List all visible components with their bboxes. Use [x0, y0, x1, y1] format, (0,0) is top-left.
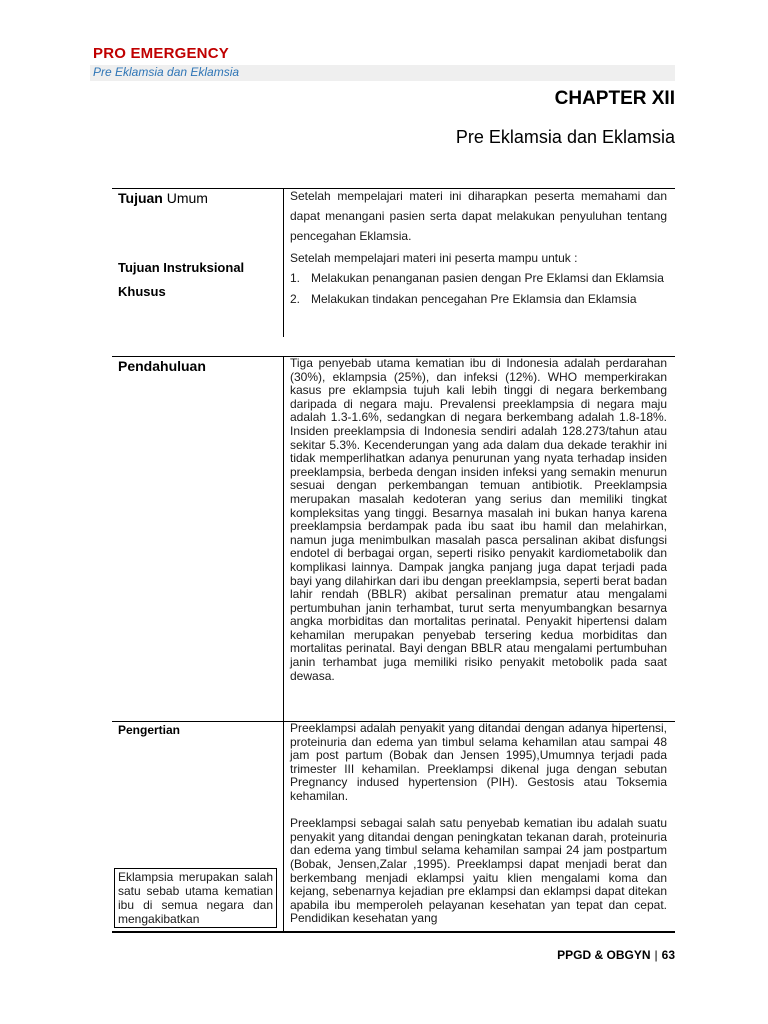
- general-objective-text: Setelah mempelajari materi ini diharapkan peserta memahami dan dapat menangani pasien serta dapat melakukan penyuluhan tentang pencegahan Eklamsia.: [290, 189, 667, 243]
- definition-paragraph-1: Preeklampsi adalah penyakit yang ditandai dengan adanya hipertensi, proteinuria dan edema yan timbul selama kehamilan atau sampai 48 jam post partum (Bobak dan Jensen 1995),Umumnya terjadi pada trimester III kehamilan. Preeklampsi dikenal juga dengan sebutan Pregnancy indused hypertension (PIH). Gestosis atau Toksemia kehamilan.: [290, 721, 667, 803]
- general-objective-label: [118, 190, 208, 206]
- intro-text: Tiga penyebab utama kematian ibu di Indonesia adalah perdarahan (30%), eklampsia (25%), dan infeksi (12%). WHO memperkirakan kasus pre eklampsia tujuh kali lebih tinggi di negara berkembang daripada di negara maju. Prevalensi preeklampsia di negara maju adalah 1.3-1.6%, sedangkan di negara berkembang adalah 1.8-18%. Insiden preeklampsia di Indonesia sendiri adalah 128.273/tahun atau sekitar 5.3%. Kecenderungan yang ada dalam dua dekade terakhir ini tidak memperlihatkan adanya penurunan yang nyata terhadap insiden preeklampsia, berbeda dengan insiden infeksi yang semakin menurun sesuai dengan perkembangan temuan antibiotik. Preeklampsia merupakan masalah kedoteran yang serius dan memiliki tingkat kompleksitas yang tinggi. Besarnya masalah ini bukan hanya karena preeklampsia berdampak pada ibu saat ibu hamil dan melahirkan, namun juga menimbulkan masalah pasca persalinan akibat disfungsi endotel di berbagai organ, seperti risiko penyakit kardiometabolik dan komplikasi lainnya. Dampak jangka panjang juga dapat terjadi pada bayi yang dilahirkan dari ibu dengan preeklampsia, seperti berat badan lahir rendah (BBLR) akibat persalinan prematur atau mengalami pertumbuhan janin terhambat, turut serta menyumbangkan besarnya angka morbiditas dan mortalitas perinatal. Penyakit hipertensi dalam kehamilan merupakan penyebab tersering kedua morbiditas dan mortalitas perinatal. Bayi dengan BBLR atau mengalami pertumbuhan janin terhambat juga memiliki risiko penyakit metobolik pada saat dewasa.: [290, 356, 667, 683]
- chapter-number: CHAPTER XII: [554, 88, 675, 109]
- page-footer: [557, 948, 675, 962]
- header-subtitle: Pre Eklamsia dan Eklamsia: [93, 65, 240, 79]
- list-item-number: 2.: [290, 292, 301, 306]
- list-item-text: Melakukan tindakan pencegahan Pre Eklamsia dan Eklamsia: [311, 292, 637, 306]
- table-divider-main: [283, 356, 284, 931]
- general-objective-label-rest: Umum: [162, 190, 208, 206]
- specific-objective-intro: Setelah mempelajari materi ini peserta mampu untuk :: [290, 251, 578, 265]
- table-divider-objectives: [283, 188, 284, 337]
- list-item: [290, 268, 667, 289]
- header-title: PRO EMERGENCY: [93, 45, 229, 62]
- footer-book-title: PPGD & OBGYN: [557, 948, 651, 962]
- definition-paragraph-2: Preeklampsi sebagai salah satu penyebab kematian ibu adalah suatu penyakit yang ditandai dengan peningkatan tekanan darah, proteinuria dan edema yang timbul selama kehamilan sampai 24 jam postpartum (Bobak, Jensen,Zalar ,1995). Preeklampsi dapat menjadi berat dan berkembang menjadi eklampsi yaitu klien mengalami koma dan kejang, sebenarnya kejadian pre eklampsi dan eklampsi dapat ditekan apabila ibu memperoleh pelayanan kesehatan yan tepat dan cepat. Pendidikan kesehatan yang: [290, 816, 667, 926]
- table-rule-bottom: [112, 931, 675, 933]
- list-item-text: Melakukan penanganan pasien dengan Pre Eklamsi dan Eklamsia: [311, 271, 664, 285]
- definition-label: Pengertian: [118, 723, 181, 737]
- definition-body: [290, 722, 667, 926]
- list-item-number: 1.: [290, 271, 301, 285]
- footer-separator: |: [654, 948, 658, 962]
- specific-objective-label: Tujuan Instruksional Khusus: [118, 260, 245, 299]
- list-item: [290, 289, 667, 310]
- general-objective-label-bold: Tujuan: [118, 190, 163, 206]
- page-number: 63: [661, 948, 675, 962]
- intro-label: Pendahuluan: [118, 358, 206, 374]
- callout-box: Eklampsia merupakan salah satu sebab utama kematian ibu di semua negara dan mengakibatkan: [114, 868, 277, 928]
- objectives-body: [290, 186, 667, 310]
- chapter-title: Pre Eklamsia dan Eklamsia: [455, 127, 675, 147]
- specific-objective-list: [290, 268, 667, 310]
